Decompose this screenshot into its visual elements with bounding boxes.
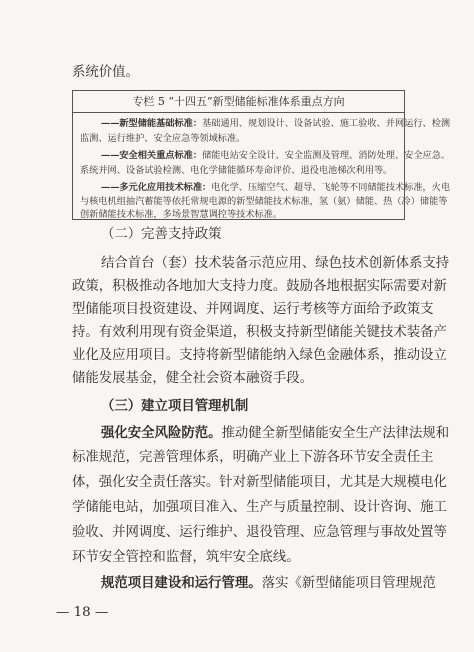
body-line: 环节安全管控和监督，筑牢安全底线。 bbox=[72, 550, 300, 565]
body-line: 验收、并网调度、运行维护、退役管理、应急管理与事故处置等 bbox=[72, 525, 447, 540]
box-line bbox=[101, 117, 451, 130]
box-line bbox=[101, 181, 451, 194]
box-item-text: 基础通用、规划设计、设备试验、施工验收、并网运行、检测 bbox=[202, 118, 451, 129]
feature-box bbox=[72, 90, 451, 220]
section-heading: （二）完善支持政策 bbox=[101, 227, 222, 242]
paragraph-text: 推动健全新型储能安全生产法律法规和 bbox=[221, 426, 450, 441]
body-line bbox=[101, 574, 436, 593]
body-line: 标准规范，完善管理体系，明确产业上下游各环节安全责任主 bbox=[72, 450, 434, 465]
box-line: 创新储能技术标准，多场景智慧调控等技术标准。 bbox=[80, 209, 283, 220]
paragraph-lead: 规范项目建设和运行管理。 bbox=[101, 575, 262, 591]
box-title: 专栏 5 “十四五”新型储能标准体系重点方向 bbox=[73, 91, 404, 113]
box-item-lead: ——多元化应用技术标准： bbox=[101, 182, 212, 193]
section-heading: （三）建立项目管理机制 bbox=[101, 398, 249, 414]
body-line: 系统价值。 bbox=[72, 65, 139, 80]
body-line: 学储能电站，加强项目准入、生产与质量控制、设计咨询、施工 bbox=[72, 500, 447, 515]
body-line: 政策，积极推动各地加大支持力度。鼓励各地根据实际需要对新 bbox=[72, 279, 447, 294]
box-item-text: 电化学、压缩空气、超导、飞轮等不同储能技术标准，火电 bbox=[211, 182, 451, 193]
body-line: 业化及应用项目。支持将新型储能纳入绿色金融体系，推动设立 bbox=[72, 348, 447, 363]
body-line: 型储能项目投资建设、并网调度、运行考核等方面给予政策支 bbox=[72, 302, 434, 317]
body-line bbox=[101, 424, 450, 443]
page-number: — 18 — bbox=[56, 605, 109, 620]
box-item-lead: ——新型储能基础标准： bbox=[101, 118, 203, 129]
paragraph-lead: 强化安全风险防范。 bbox=[101, 425, 222, 441]
box-line bbox=[101, 149, 451, 162]
box-item-text: 储能电站安全设计、安全监测及管理、消防处理、安全应急、 bbox=[202, 150, 451, 161]
body-line: 储能发展基金，健全社会资本融资手段。 bbox=[72, 371, 314, 386]
box-line: 与核电机组抽汽蓄能等依托常规电源的新型储能技术标准，氢（氨）储能、热（冷）储能等 bbox=[80, 196, 448, 207]
box-line: 监测、运行维护、安全应急等领域标准。 bbox=[80, 133, 246, 144]
body-line: 结合首台（套）技术装备示范应用、绿色技术创新体系支持 bbox=[101, 256, 450, 271]
body-line: 体，强化安全责任落实。针对新型储能项目，尤其是大规模电化 bbox=[72, 475, 447, 490]
box-item-lead: ——安全相关重点标准： bbox=[101, 150, 203, 161]
box-line: 系统并网、设备试验检测、电化学储能循环寿命评价、退役电池梯次利用等。 bbox=[80, 165, 393, 176]
body-line: 持。有效利用现有资金渠道，积极支持新型储能关键技术装备产 bbox=[72, 325, 447, 340]
paragraph-text: 落实《新型储能项目管理规范 bbox=[261, 576, 436, 591]
